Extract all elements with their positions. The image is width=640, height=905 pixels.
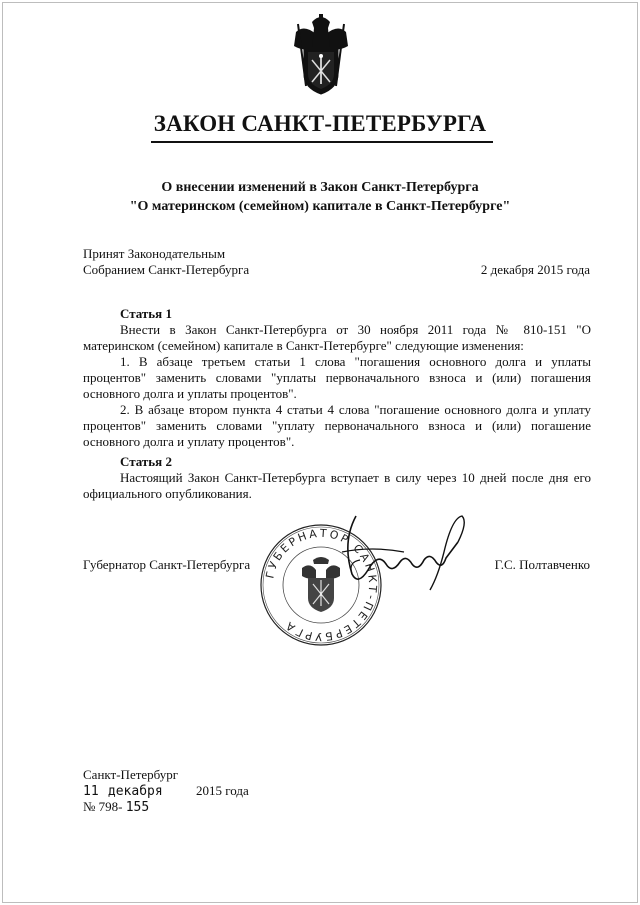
article-2 — [83, 454, 591, 502]
title-underline — [151, 141, 493, 143]
coat-of-arms-emblem — [290, 12, 352, 98]
signing-day: 11 — [83, 784, 99, 799]
seal-text: ГУБЕРНАТОР САНКТ-ПЕТЕРБУРГА — [263, 526, 380, 644]
law-subject-line-2: "О материнском (семейном) капитале в Санкт-Петербурге" — [129, 199, 511, 214]
article-1-intro: Внести в Закон Санкт-Петербурга от 30 ноября 2011 года № 810-151 "О материнском (семейном) капитале в Санкт-Петербурге" следующие изменения: — [83, 322, 591, 353]
governor-title: Губернатор Санкт-Петербурга — [83, 557, 251, 572]
law-number-prefix: № 798- — [83, 799, 123, 814]
article-1 — [83, 306, 591, 450]
adopted-by-line-1: Принят Законодательным — [83, 246, 226, 261]
signing-date — [83, 783, 249, 800]
governor-signature — [312, 512, 472, 592]
place-of-signing: Санкт-Петербург — [83, 767, 179, 782]
adoption-date: 2 декабря 2015 года — [480, 262, 590, 277]
article-2-heading: Статья 2 — [120, 454, 172, 469]
article-1-item-2: 2. В абзаце втором пункта 4 статьи 4 слова "погашение основного долга и уплату процентов" заменить словами "уплату первоначального взноса и (или) погашение основного долга и уплату процентов". — [83, 402, 591, 449]
adopted-by — [83, 246, 249, 278]
law-subject-line-1: О внесении изменений в Закон Санкт-Петербурга — [161, 180, 479, 195]
article-1-item-1: 1. В абзаце третьем статьи 1 слова "погашения основного долга и уплаты процентов" заменить словами "уплаты первоначального взноса и (или) погашения основного долга и уплаты процентов". — [83, 354, 591, 401]
law-subject — [0, 178, 640, 216]
adopted-by-line-2: Собранием Санкт-Петербурга — [83, 262, 250, 277]
governor-name: Г.С. Полтавченко — [494, 557, 590, 572]
article-1-heading: Статья 1 — [120, 306, 172, 321]
law-number-value: 155 — [125, 800, 150, 815]
signing-year: 2015 года — [195, 783, 249, 798]
article-2-text: Настоящий Закон Санкт-Петербурга вступает в силу через 10 дней после дня его официального опубликования. — [83, 470, 591, 501]
signing-month: декабря — [107, 784, 163, 799]
law-title: ЗАКОН САНКТ-ПЕТЕРБУРГА — [153, 111, 487, 136]
law-number — [83, 799, 149, 816]
